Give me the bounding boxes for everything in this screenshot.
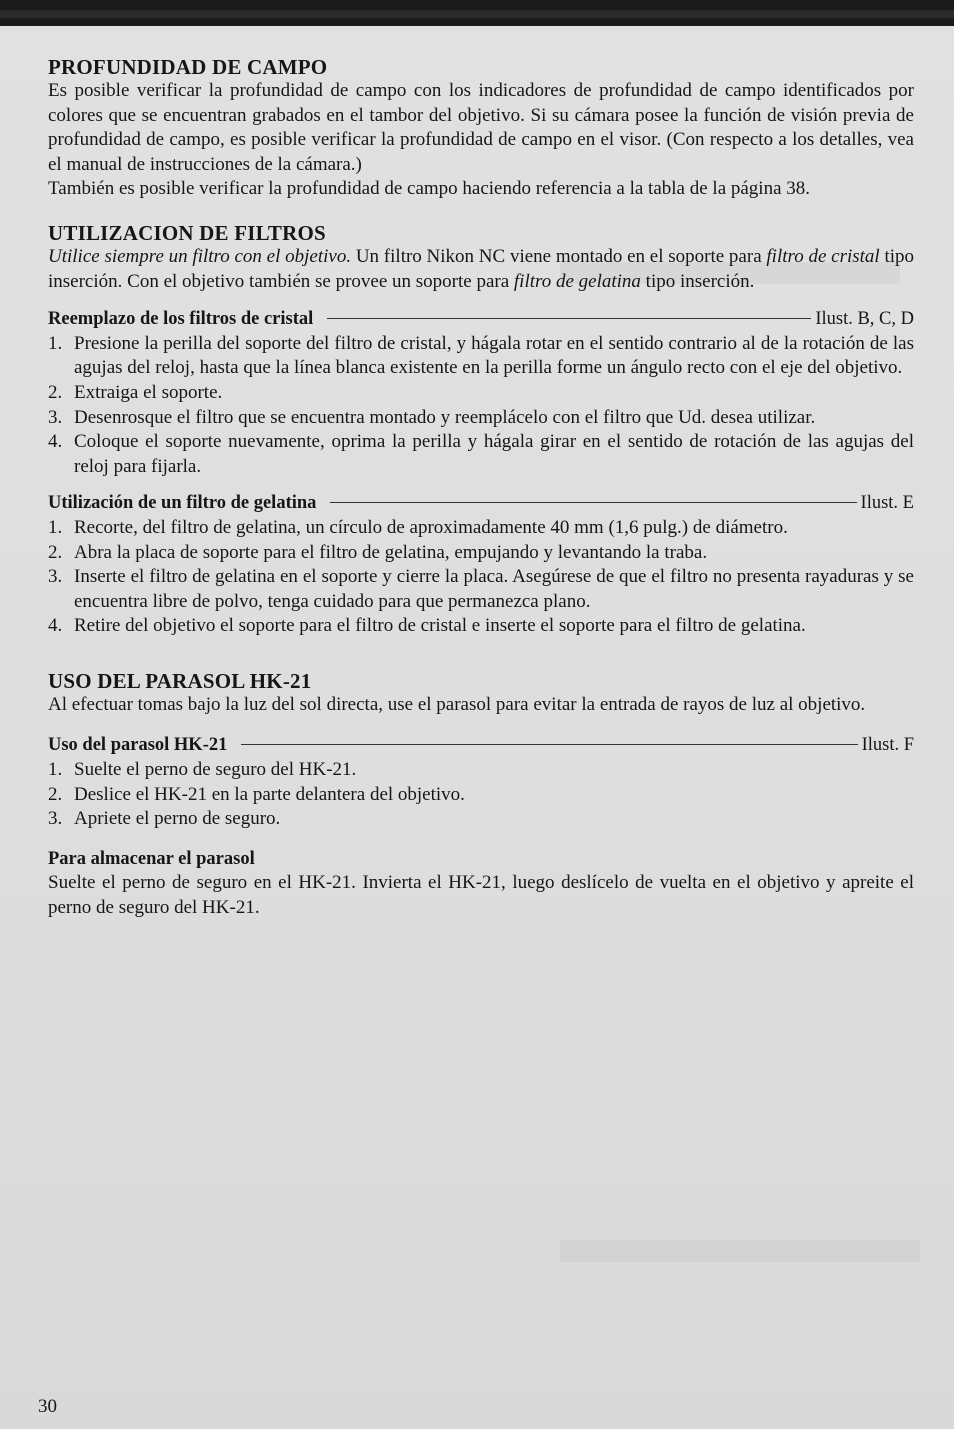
step-number: 4. xyxy=(48,615,63,637)
gelatin-filter-steps xyxy=(48,516,914,639)
step-number: 2. xyxy=(48,783,63,805)
paragraph: Al efectuar tomas bajo la luz del sol directa, use el parasol para evitar la entrada de rayos de luz al objetivo. xyxy=(48,693,866,715)
step-text: Abra la placa de soporte para el filtro de gelatina, empujando y levantando la traba. xyxy=(74,541,708,563)
subsection-header-hood-use xyxy=(48,733,914,758)
emphasis-text: filtro de cristal xyxy=(766,245,880,267)
section-title: USO DEL PARASOL HK-21 xyxy=(48,668,312,693)
step-text: Suelte el perno de seguro del HK-21. xyxy=(74,759,357,781)
top-border-inner xyxy=(0,10,954,18)
step-text: Deslice el HK-21 en la parte delantera del objetivo. xyxy=(74,783,465,805)
bleed-through-shadow xyxy=(560,1240,920,1262)
step-text: Inserte el filtro de gelatina en el soporte y cierre la placa. Asegúrese de que el filtro no presenta rayaduras y se encuentra libre de polvo, tenga cuidado para que permanezca plano. xyxy=(74,566,914,612)
emphasis-text: Utilice siempre un filtro con el objetivo. xyxy=(48,245,352,267)
list-item xyxy=(48,807,914,832)
section-lens-hood xyxy=(48,669,914,921)
list-item xyxy=(48,430,914,479)
list-item xyxy=(48,758,914,783)
paragraph: Suelte el perno de seguro en el HK-21. Invierta el HK-21, luego deslícelo de vuelta en el objetivo y apreite el perno de seguro del HK-21. xyxy=(48,872,914,919)
step-number: 1. xyxy=(48,759,63,781)
subsection-header-glass-filter xyxy=(48,307,914,332)
illustration-ref: Ilust. E xyxy=(860,493,914,514)
step-number: 2. xyxy=(48,541,63,563)
page-number: 30 xyxy=(38,1396,57,1417)
step-number: 2. xyxy=(48,381,63,403)
step-number: 3. xyxy=(48,566,63,588)
step-text: Coloque el soporte nuevamente, oprima la perilla y hágala girar en el sentido de rotación de las agujas del reloj para fijarla. xyxy=(74,431,914,477)
list-item xyxy=(48,381,914,406)
illustration-ref: Ilust. F xyxy=(861,735,914,756)
hood-steps xyxy=(48,758,914,832)
paragraph: También es posible verificar la profundidad de campo haciendo referencia a la tabla de la página 38. xyxy=(48,178,811,200)
step-text: Extraiga el soporte. xyxy=(74,381,223,403)
list-item xyxy=(48,614,914,639)
step-number: 1. xyxy=(48,332,63,354)
leader-line xyxy=(241,744,857,745)
section-depth-of-field xyxy=(48,55,914,202)
step-text: Apriete el perno de seguro. xyxy=(74,808,281,830)
step-text: Presione la perilla del soporte del filtro de cristal, y hágala rotar en el sentido contrario al de la rotación de las agujas del reloj, hasta que la línea blanca existente en la perilla forme un ángulo recto con el eje del objetivo. xyxy=(74,332,914,379)
page-content xyxy=(48,55,914,921)
intro-text: Un filtro Nikon NC viene montado en el soporte para xyxy=(351,245,767,267)
intro-text: tipo inserción. xyxy=(640,270,755,292)
step-text: Retire del objetivo el soporte para el filtro de cristal e inserte el soporte para el filtro de gelatina. xyxy=(74,615,806,637)
leader-line xyxy=(330,502,856,503)
list-item xyxy=(48,565,914,614)
filters-intro xyxy=(48,245,914,294)
list-item xyxy=(48,332,914,381)
step-number: 1. xyxy=(48,516,63,538)
step-number: 3. xyxy=(48,406,63,428)
emphasis-text: filtro de gelatina xyxy=(513,270,641,292)
subsection-title: Uso del parasol HK-21 xyxy=(48,735,228,756)
subsection-title: Para almacenar el parasol xyxy=(48,848,255,869)
section-title: UTILIZACION DE FILTROS xyxy=(48,220,326,245)
section-filters xyxy=(48,221,914,639)
list-item xyxy=(48,783,914,808)
top-border-bar xyxy=(0,0,954,26)
list-item xyxy=(48,541,914,566)
intro-text: tipo inserción. Con el objetivo también se provee un soporte para xyxy=(48,245,915,292)
paragraph: Es posible verificar la profundidad de campo con los indicadores de profundidad de campo identificados por colores que se encuentran grabados en el tambor del objetivo. Si su cámara posee la función de visión previa de profundidad de campo, es posible verificar la profundidad de campo en el visor. (Con respecto a los detalles, vea el manual de instrucciones de la cámara.) xyxy=(48,80,914,175)
glass-filter-steps xyxy=(48,332,914,480)
subsection-header-gelatin-filter xyxy=(48,491,914,516)
leader-line xyxy=(327,318,811,319)
step-text: Recorte, del filtro de gelatina, un círculo de aproximadamente 40 mm (1,6 pulg.) de diámetro. xyxy=(74,516,788,538)
step-number: 3. xyxy=(48,808,63,830)
section-title: PROFUNDIDAD DE CAMPO xyxy=(48,55,328,79)
list-item xyxy=(48,406,914,431)
illustration-ref: Ilust. B, C, D xyxy=(815,309,914,330)
subsection-title: Reemplazo de los filtros de cristal xyxy=(48,309,314,330)
step-text: Desenrosque el filtro que se encuentra montado y reemplácelo con el filtro que Ud. desea utilizar. xyxy=(74,406,816,428)
subsection-title: Utilización de un filtro de gelatina xyxy=(48,493,317,514)
list-item xyxy=(48,516,914,541)
step-number: 4. xyxy=(48,431,63,453)
